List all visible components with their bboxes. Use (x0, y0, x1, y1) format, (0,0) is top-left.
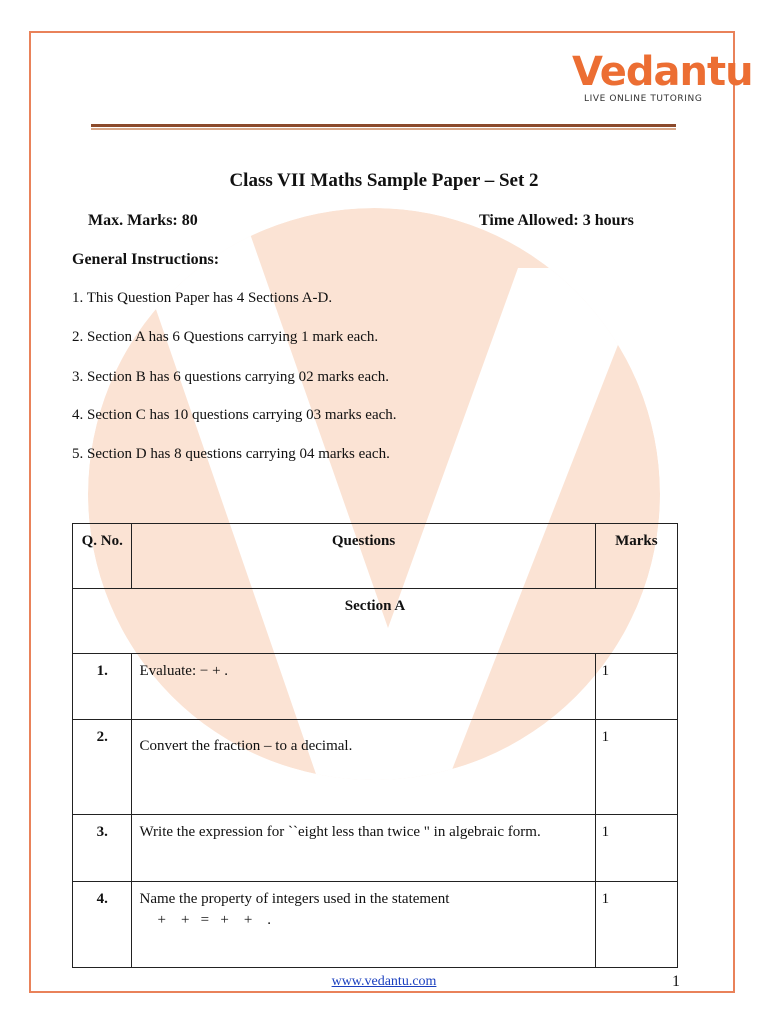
max-marks: Max. Marks: 80 (88, 212, 198, 229)
footer-website-link[interactable]: www.vedantu.com (331, 974, 437, 989)
question-equation: + + = + + . (157, 912, 272, 928)
question-text: Evaluate: − + . (132, 654, 595, 720)
question-marks: 1 (595, 654, 677, 720)
question-text: Convert the fraction – to a decimal. (132, 720, 595, 815)
question-text-cell (132, 882, 595, 968)
question-number: 1. (73, 654, 132, 720)
question-number: 4. (73, 882, 132, 968)
question-number: 2. (73, 720, 132, 815)
table-row (73, 654, 678, 720)
instruction-item: 4. Section C has 10 questions carrying 03 marks each. (72, 407, 397, 423)
table-row (73, 815, 678, 882)
questions-table (72, 523, 678, 968)
instruction-item: 5. Section D has 8 questions carrying 04 marks each. (72, 446, 390, 462)
section-a-label: Section A (73, 589, 678, 654)
time-allowed: Time Allowed: 3 hours (479, 212, 634, 229)
question-marks: 1 (595, 720, 677, 815)
table-row (73, 720, 678, 815)
question-marks: 1 (595, 882, 677, 968)
header-questions: Questions (132, 524, 595, 589)
instruction-item: 3. Section B has 6 questions carrying 02 marks each. (72, 369, 390, 385)
page-number: 1 (672, 973, 680, 990)
header-marks: Marks (595, 524, 677, 589)
header-qno: Q. No. (73, 524, 132, 589)
question-text: Name the property of integers used in the statement (139, 891, 450, 907)
question-marks: 1 (595, 815, 677, 882)
table-header-row (73, 524, 678, 589)
paper-title: Class VII Maths Sample Paper – Set 2 (229, 170, 539, 191)
section-row (73, 589, 678, 654)
instruction-item: 2. Section A has 6 Questions carrying 1 mark each. (72, 329, 379, 345)
logo-tagline: LIVE ONLINE TUTORING (584, 94, 703, 104)
question-text: Write the expression for ``eight less than twice " in algebraic form. (132, 815, 595, 882)
logo-wordmark: Vedantu (572, 49, 753, 95)
instruction-item: 1. This Question Paper has 4 Sections A-D. (72, 290, 333, 306)
table-row (73, 882, 678, 968)
question-number: 3. (73, 815, 132, 882)
instructions-heading: General Instructions: (72, 251, 220, 268)
